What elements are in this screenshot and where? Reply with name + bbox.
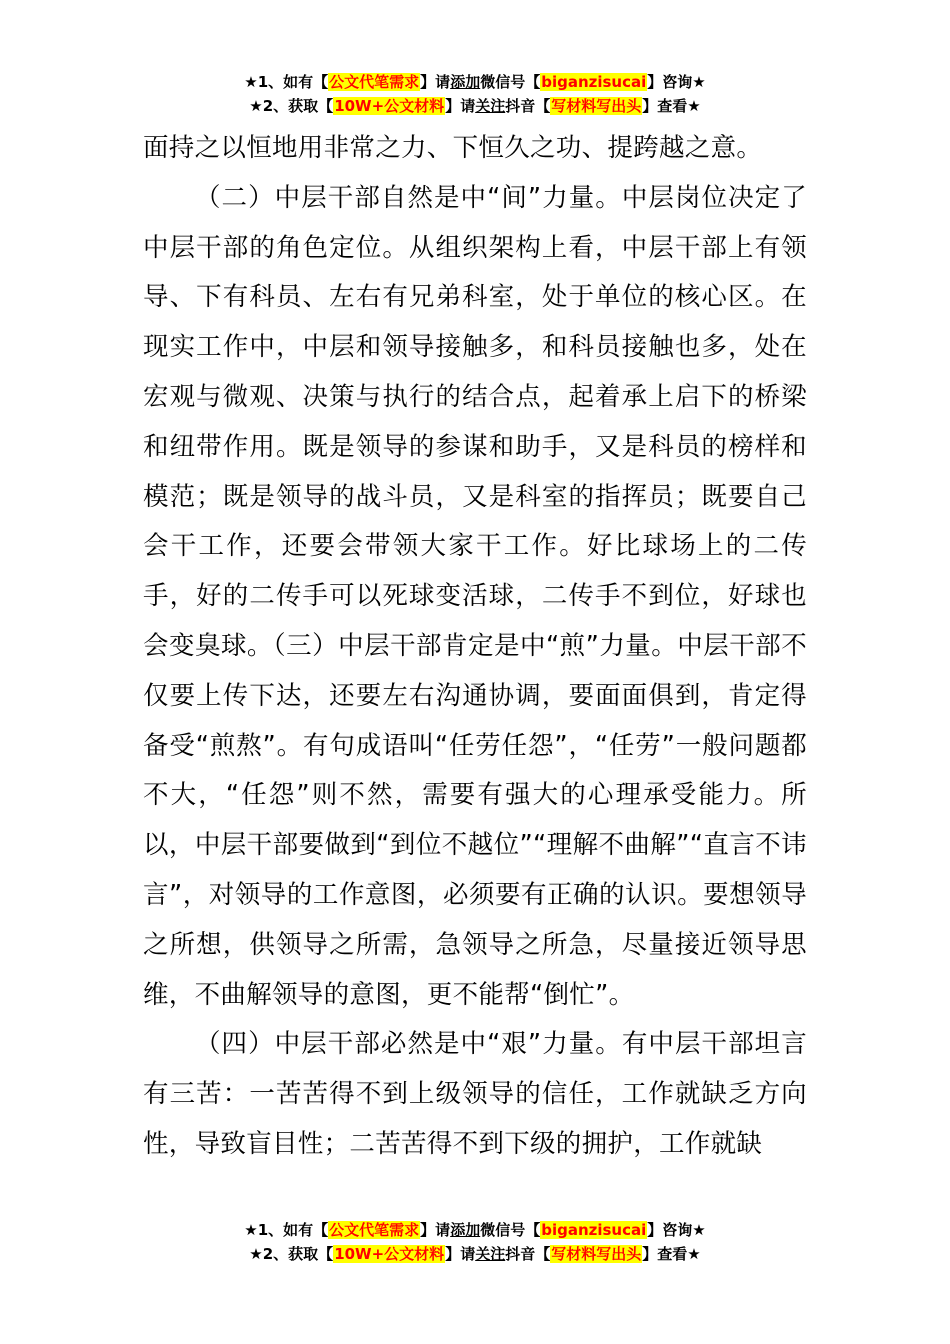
banner-text: ★2、获取【 [249, 1245, 334, 1263]
document-body [143, 124, 807, 1170]
banner-text: 】请 [420, 1221, 451, 1239]
footer-banner [0, 1218, 950, 1266]
header-banner-line-2 [0, 94, 950, 118]
banner-text: ★1、如有【 [244, 1221, 329, 1239]
highlight-douyin-id: 写材料写出头 [551, 1245, 642, 1263]
banner-text: 】咨询★ [647, 73, 706, 91]
highlight-materials: 10W+公文材料 [334, 1245, 445, 1263]
underlined-follow: 关注 [475, 1245, 506, 1263]
highlight-service: 公文代笔需求 [329, 73, 420, 91]
banner-text: 】请 [445, 97, 476, 115]
paragraph-continuation: 面持之以恒地用非常之力、下恒久之功、提跨越之意。 [143, 133, 763, 163]
banner-text: 】咨询★ [647, 1221, 706, 1239]
banner-text: ★2、获取【 [249, 97, 334, 115]
underlined-follow: 关注 [475, 97, 506, 115]
highlight-materials: 10W+公文材料 [334, 97, 445, 115]
footer-banner-line-2 [0, 1242, 950, 1266]
underlined-add: 添加 [450, 1221, 481, 1239]
banner-text: 】请 [420, 73, 451, 91]
banner-text: 抖音【 [505, 1245, 551, 1263]
footer-banner-line-1 [0, 1218, 950, 1242]
banner-text: 微信号【 [480, 73, 541, 91]
paragraph-section-4: （四）中层干部必然是中“艰”力量。有中层干部坦言有三苦：一苦苦得不到上级领导的信任，工作就缺乏方向性，导致盲目性；二苦苦得不到下级的拥护，工作就缺 [143, 1029, 807, 1159]
highlight-douyin-id: 写材料写出头 [551, 97, 642, 115]
banner-text: ★1、如有【 [244, 73, 329, 91]
banner-text: 抖音【 [505, 97, 551, 115]
highlight-wechat-id: biganzisucai [541, 1221, 647, 1239]
paragraph-section-2-3: （二）中层干部自然是中“间”力量。中层岗位决定了中层干部的角色定位。从组织架构上看，中层干部上有领导、下有科员、左右有兄弟科室，处于单位的核心区。在现实工作中，中层和领导接触多，和科员接触也多，处在宏观与微观、决策与执行的结合点，起着承上启下的桥梁和纽带作用。既是领导的参谋和助手，又是科员的榜样和模范；既是领导的战斗员，又是科室的指挥员；既要自己会干工作，还要会带领大家干工作。好比球场上的二传手，好的二传手可以死球变活球，二传手不到位，好球也会变臭球。（三）中层干部肯定是中“煎”力量。中层干部不仅要上传下达，还要左右沟通协调，要面面俱到，肯定得备受“煎熬”。有句成语叫“任劳任怨”，“任劳”一般问题都不大，“任怨”则不然，需要有强大的心理承受能力。所以，中层干部要做到“到位不越位”“理解不曲解”“直言不讳言”，对领导的工作意图，必须要有正确的认识。要想领导之所想，供领导之所需，急领导之所急，尽量接近领导思维，不曲解领导的意图，更不能帮“倒忙”。 [143, 182, 807, 1010]
banner-text: 微信号【 [480, 1221, 541, 1239]
header-banner [0, 70, 950, 118]
highlight-service: 公文代笔需求 [329, 1221, 420, 1239]
banner-text: 】请 [445, 1245, 476, 1263]
banner-text: 】查看★ [642, 1245, 701, 1263]
highlight-wechat-id: biganzisucai [541, 73, 647, 91]
header-banner-line-1 [0, 70, 950, 94]
banner-text: 】查看★ [642, 97, 701, 115]
underlined-add: 添加 [450, 73, 481, 91]
